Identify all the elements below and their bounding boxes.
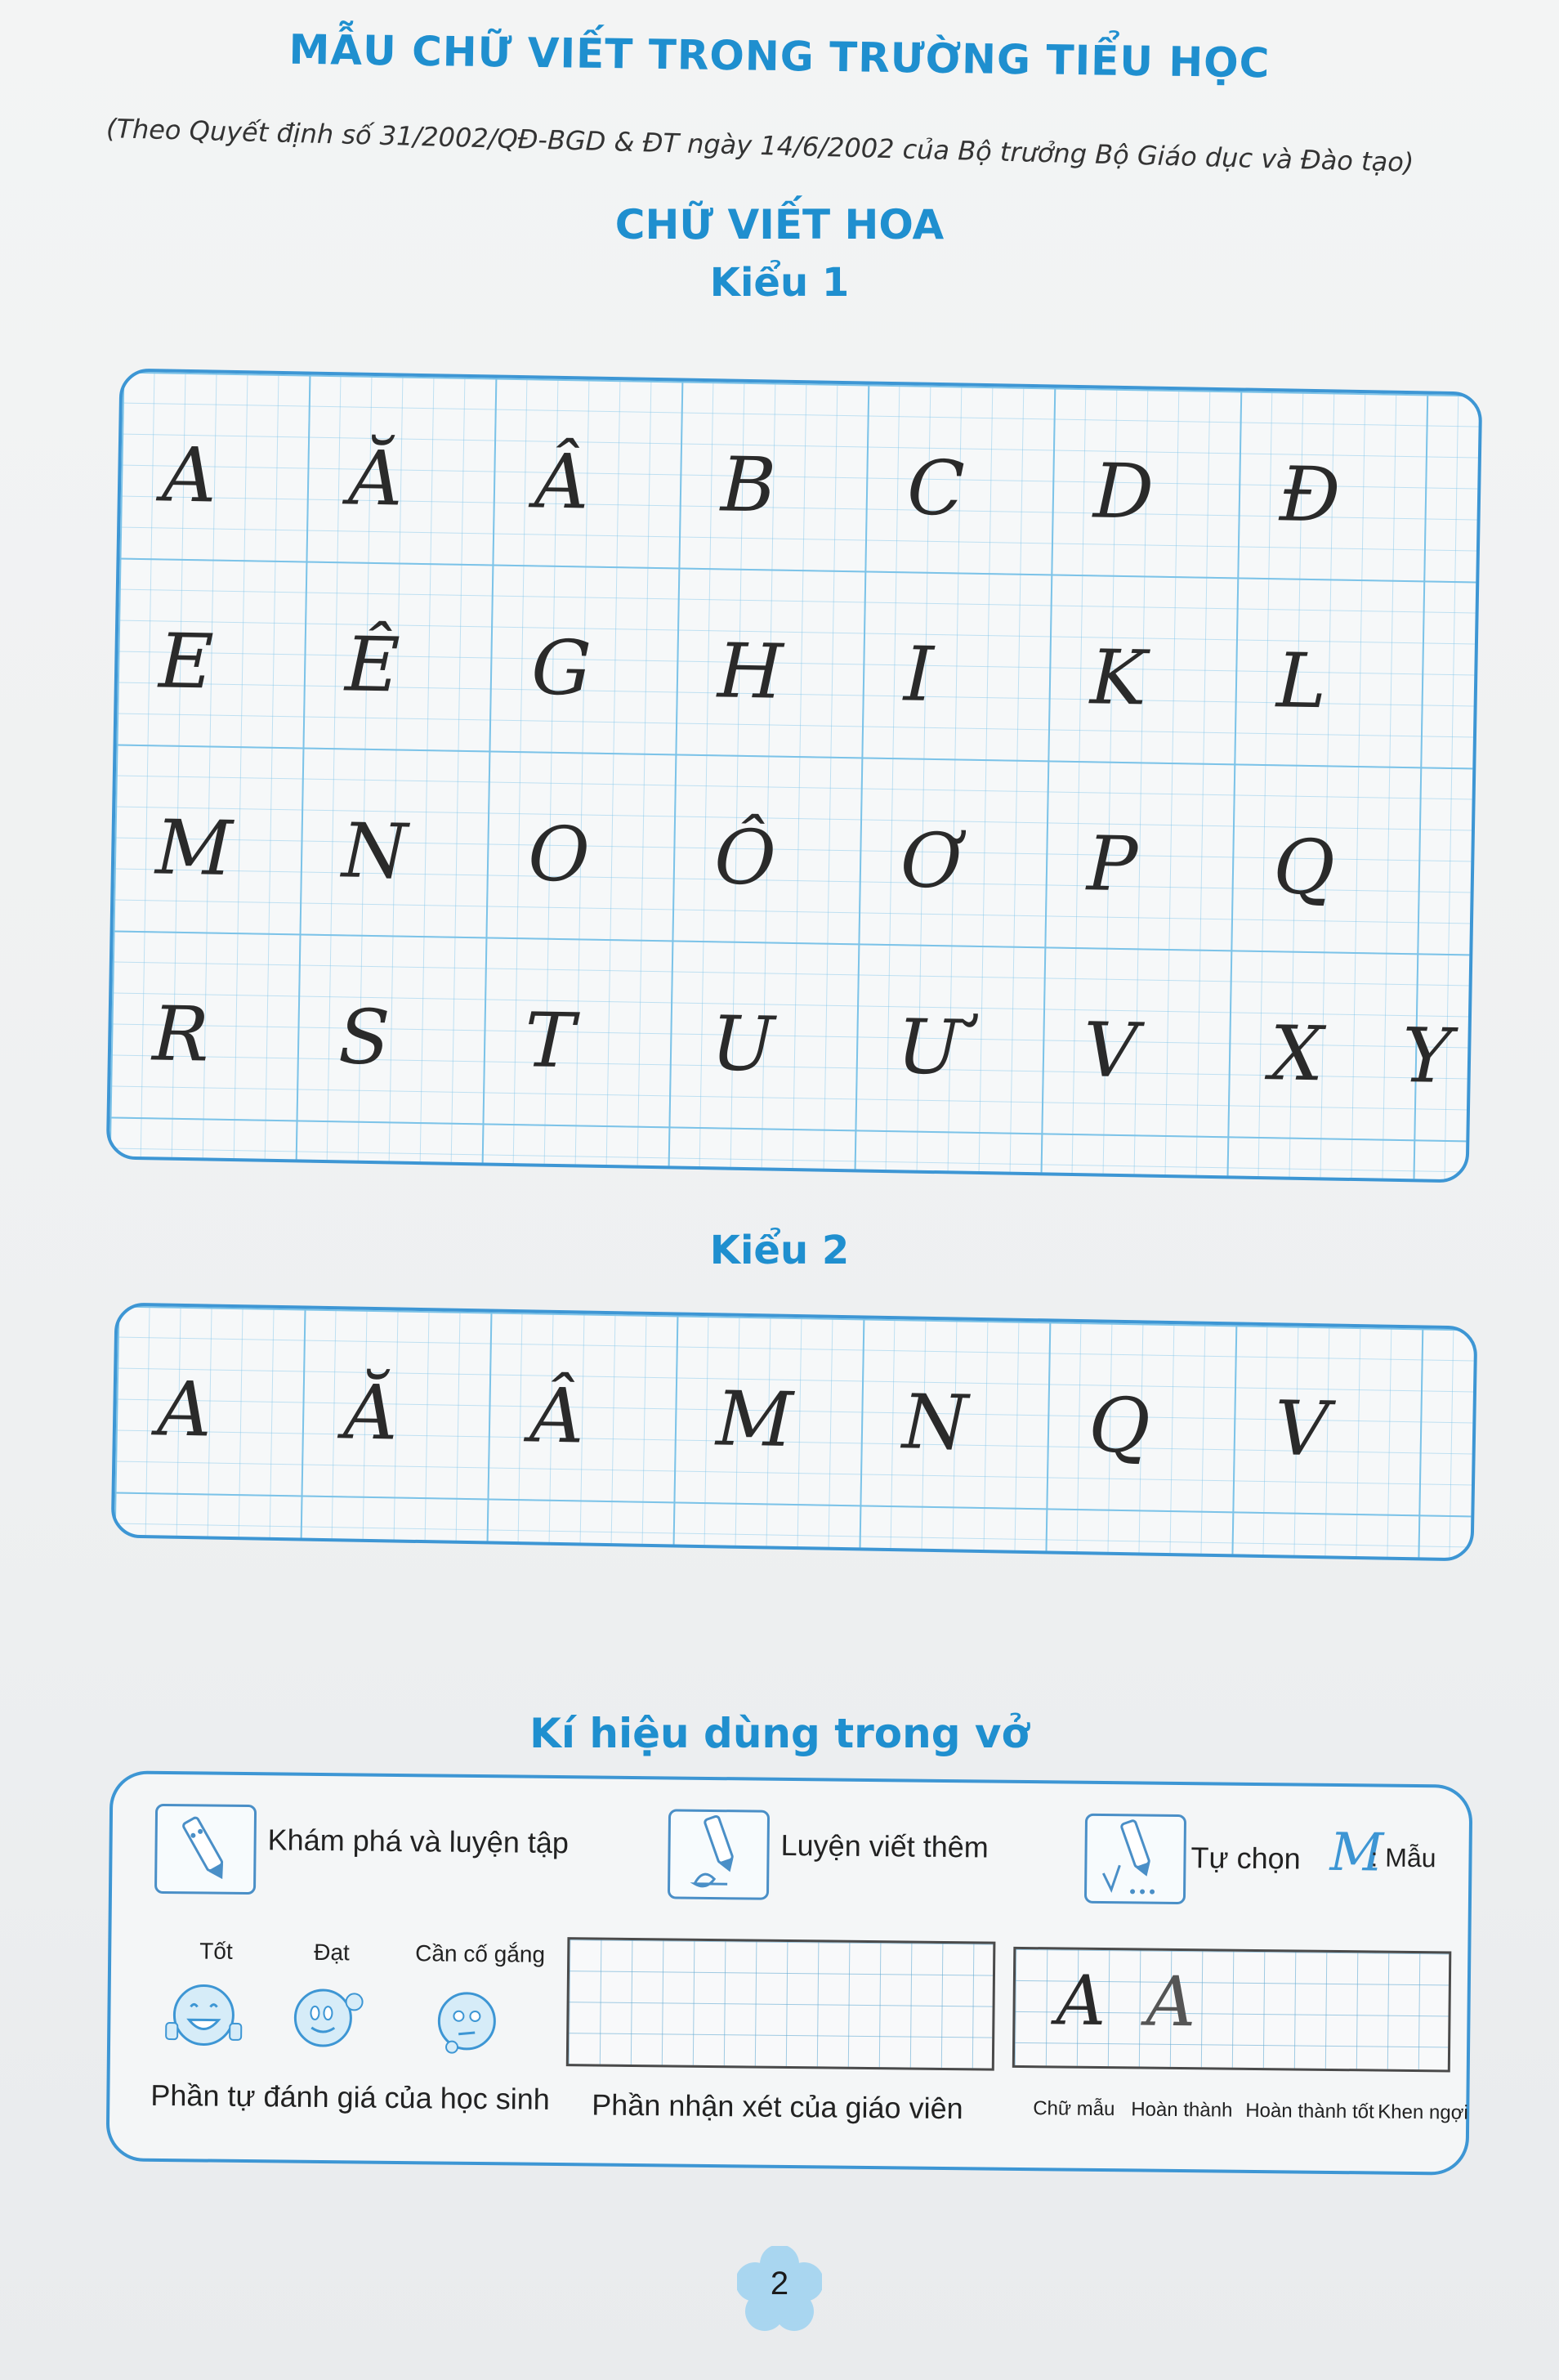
letter-o-horn: Ơ	[900, 816, 963, 906]
teacher-comment-grid	[566, 1937, 996, 2070]
sample-label: : Mẫu	[1370, 1842, 1436, 1873]
letter-h: H	[717, 627, 784, 716]
rating-good-label: Tốt	[199, 1938, 233, 1964]
letter-l: L	[1275, 637, 1328, 726]
letter-i: I	[903, 630, 935, 718]
letter-u-horn: Ư	[896, 1003, 962, 1092]
letter-d-stroke: Đ	[1279, 450, 1342, 539]
letter-t: T	[524, 996, 576, 1085]
page-title: MẪU CHỮ VIẾT TRONG TRƯỜNG TIỂU HỌC	[288, 25, 1271, 87]
optional-label: Tự chọn	[1190, 1841, 1301, 1876]
letter-g: G	[530, 624, 592, 713]
letter-a-breve-style2: Ă	[342, 1368, 399, 1457]
letter-x: X	[1269, 1009, 1324, 1098]
legend-sample-label: Chữ mẫu	[1033, 2097, 1115, 2121]
pencil-icon	[154, 1804, 257, 1895]
letter-c: C	[906, 444, 966, 533]
letter-o: O	[527, 810, 591, 899]
letter-u: U	[710, 1000, 775, 1089]
pencil-optional-icon	[1084, 1814, 1186, 1904]
section-title: CHỮ VIẾT HOA	[614, 201, 945, 248]
sample-letter-1: A	[1056, 1960, 1106, 2042]
rating-pass-label: Đạt	[314, 1939, 350, 1966]
legend-well-done-label: Hoàn thành tốt	[1245, 2099, 1374, 2123]
letter-n: N	[341, 807, 409, 896]
letter-q: Q	[1272, 823, 1336, 912]
symbols-legend	[106, 1770, 1473, 2175]
smiley-good-icon	[164, 1975, 243, 2055]
page-number: 2	[770, 2266, 789, 2302]
smiley-pass-icon	[287, 1977, 366, 2056]
extra-practice-label: Luyện viết thêm	[780, 1828, 989, 1864]
letter-a-breve: Ă	[347, 434, 404, 523]
explore-label: Khám phá và luyện tập	[267, 1823, 570, 1860]
letter-v-style2: V	[1274, 1385, 1330, 1474]
letter-v: V	[1083, 1006, 1139, 1095]
rating-try-label: Cần cố gắng	[415, 1940, 546, 1967]
symbols-title: Kí hiệu dùng trong vở	[529, 1710, 1030, 1757]
letter-m-style2: M	[715, 1375, 794, 1464]
letter-s: S	[337, 993, 391, 1082]
sample-practice-grid	[1012, 1947, 1452, 2073]
legend-done-label: Hoàn thành	[1131, 2098, 1233, 2122]
letter-e: E	[158, 617, 215, 706]
letter-b: B	[720, 441, 777, 530]
pencil-practice-icon	[668, 1809, 770, 1899]
style-1-label: Kiểu 1	[709, 260, 850, 306]
letter-a-circumflex: Â	[534, 437, 590, 526]
decree-subtitle: (Theo Quyết định số 31/2002/QĐ-BGD & ĐT ngày 14/6/2002 của Bộ trưởng Bộ Giáo dục và Đào tạo)	[105, 113, 1414, 178]
teacher-comment-label: Phần nhận xét của giáo viên	[592, 2087, 963, 2126]
letter-a: A	[161, 431, 217, 520]
legend-praise-label: Khen ngợi	[1378, 2100, 1468, 2124]
letter-m: M	[154, 803, 234, 893]
sample-glyph: M	[1329, 1822, 1384, 1884]
letter-r: R	[151, 990, 210, 1079]
letter-e-circumflex: Ê	[344, 620, 401, 709]
letter-n-style2: N	[901, 1378, 969, 1467]
letter-y: Y	[1401, 1012, 1453, 1101]
style-2-letter-grid	[111, 1302, 1478, 1561]
letter-q-style2: Q	[1088, 1381, 1151, 1470]
letter-o-circumflex: Ô	[713, 813, 777, 902]
style-2-label: Kiểu 2	[709, 1228, 850, 1273]
smiley-try-icon	[427, 1981, 507, 2060]
self-assessment-label: Phần tự đánh giá của học sinh	[150, 2078, 551, 2116]
style-1-letter-grid	[106, 369, 1483, 1183]
letter-a-style2: A	[156, 1365, 212, 1454]
letter-a-circumflex-style2: Â	[529, 1371, 585, 1461]
letter-k: K	[1089, 633, 1147, 722]
letter-d: D	[1092, 447, 1155, 536]
sample-letter-2: A	[1146, 1961, 1196, 2042]
letter-p: P	[1086, 820, 1139, 909]
